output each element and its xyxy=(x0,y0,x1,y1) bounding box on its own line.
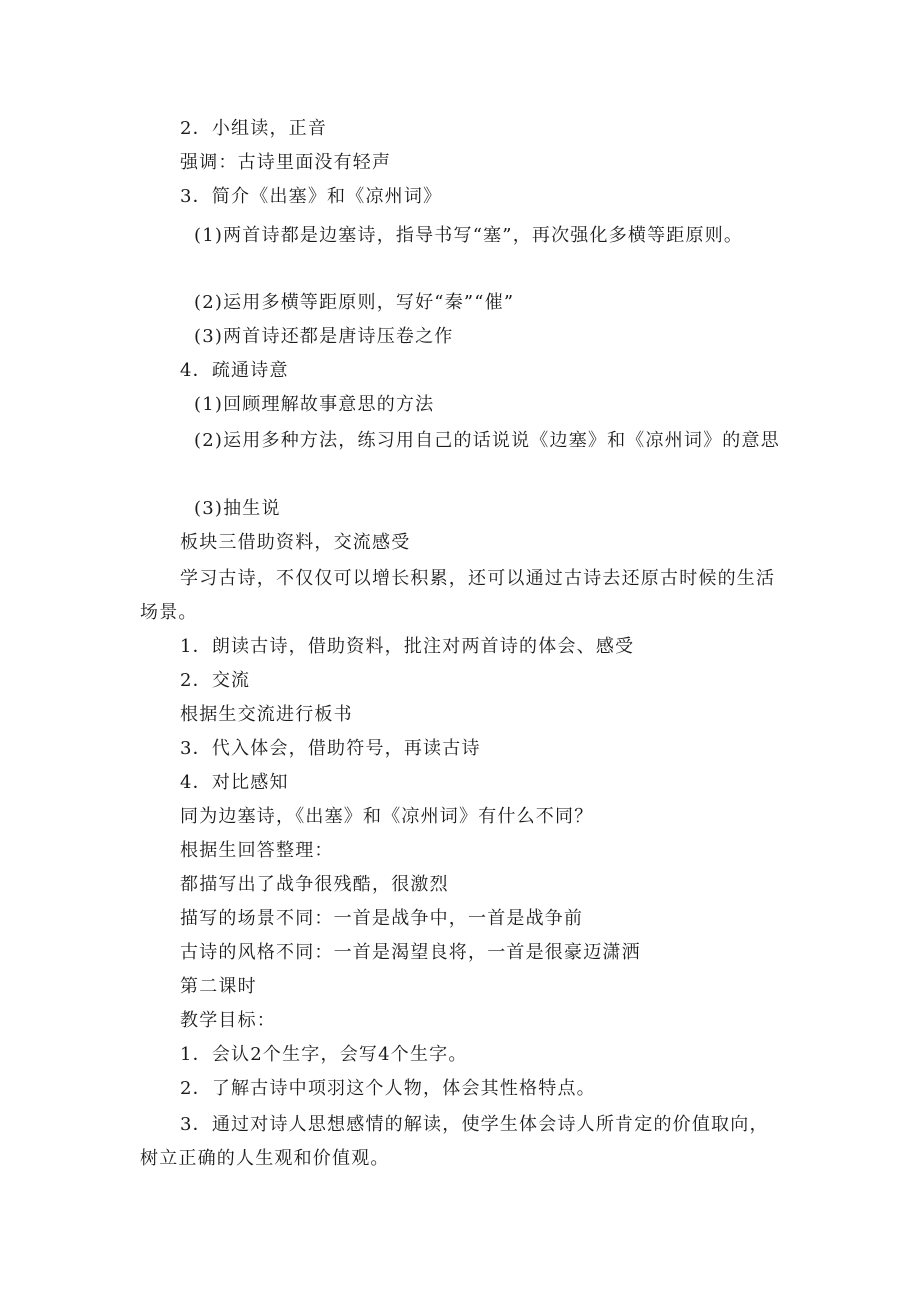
text-paragraph xyxy=(140,562,780,630)
text-line: 3．通过对诗人思想感情的解读，使学生体会诗人所肯定的价值取向，树立正确的人生观和价值观。 xyxy=(140,1114,769,1169)
text-line: (3)抽生说 xyxy=(194,498,281,519)
text-line: 2．了解古诗中项羽这个人物，体会其性格特点。 xyxy=(180,1078,596,1099)
text-line: 同为边塞诗，《出塞》和《凉州词》有什么不同？ xyxy=(180,806,594,827)
text-line: 3．简介《出塞》和《凉州词》 xyxy=(180,186,443,207)
text-paragraph xyxy=(140,424,780,458)
text-line: (2)运用多横等距原则，写好“秦”“催” xyxy=(194,292,515,313)
text-line: 1．朗读古诗，借助资料，批注对两首诗的体会、感受 xyxy=(180,636,635,657)
text-line: 板块三借助资料，交流感受 xyxy=(180,532,411,553)
text-line: 1．会认2个生字，会写4个生字。 xyxy=(180,1044,468,1065)
text-line: 教学目标： xyxy=(180,1010,276,1031)
text-line: (2)运用多种方法，练习用自己的话说说《边塞》和《凉州词》的意思 xyxy=(194,430,780,451)
text-line: 古诗的风格不同：一首是渴望良将，一首是很豪迈潇洒 xyxy=(180,942,641,963)
text-line: 4．疏通诗意 xyxy=(180,360,289,381)
text-line: 强调：古诗里面没有轻声 xyxy=(180,152,392,173)
text-line: 学习古诗，不仅仅可以增长积累，还可以通过古诗去还原古时候的生活场景。 xyxy=(140,568,776,623)
text-line: 4．对比感知 xyxy=(180,772,289,793)
text-line: 2．小组读，正音 xyxy=(180,118,328,139)
text-line: 第二课时 xyxy=(180,976,257,997)
text-line: 根据生回答整理： xyxy=(180,840,334,861)
text-line: (3)两首诗还都是唐诗压卷之作 xyxy=(194,326,454,347)
text-line: (1)两首诗都是边塞诗，指导书写“塞”，再次强化多横等距原则。 xyxy=(194,225,744,246)
text-paragraph xyxy=(140,1108,780,1176)
text-line: 都描写出了战争很残酷，很激烈 xyxy=(180,874,449,895)
text-line: 描写的场景不同：一首是战争中，一首是战争前 xyxy=(180,908,584,929)
text-line: 根据生交流进行板书 xyxy=(180,704,353,725)
text-paragraph xyxy=(140,219,780,253)
text-line: 2．交流 xyxy=(180,670,251,691)
text-line: 3．代入体会，借助符号，再读古诗 xyxy=(180,738,481,759)
text-line: (1)回顾理解故事意思的方法 xyxy=(194,394,435,415)
